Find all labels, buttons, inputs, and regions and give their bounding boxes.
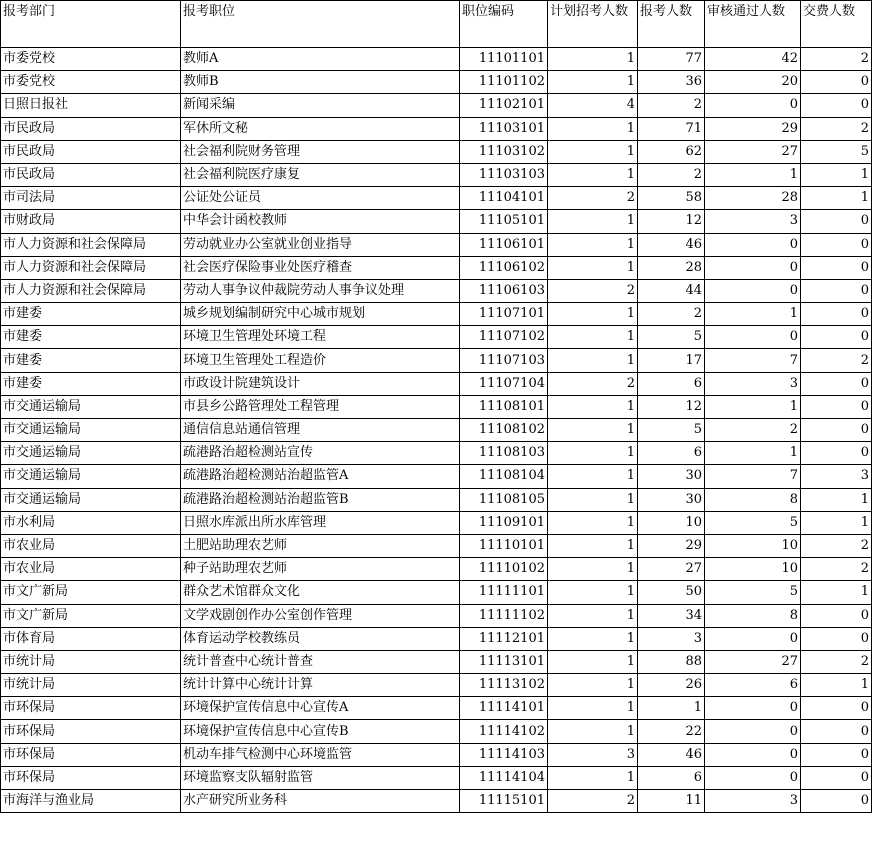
cell-position-code: 11111102 — [460, 604, 548, 627]
cell-planned-hires: 1 — [548, 233, 638, 256]
cell-department: 市环保局 — [1, 766, 181, 789]
cell-position-code: 11109101 — [460, 511, 548, 534]
cell-position-code: 11108105 — [460, 488, 548, 511]
header-row — [1, 1, 872, 48]
cell-position: 市政设计院建筑设计 — [181, 372, 460, 395]
cell-position-code: 11112101 — [460, 627, 548, 650]
cell-position: 群众艺术馆群众文化 — [181, 581, 460, 604]
cell-planned-hires: 1 — [548, 604, 638, 627]
cell-paid: 0 — [801, 372, 872, 395]
cell-position-code: 11114104 — [460, 766, 548, 789]
table-row — [1, 743, 872, 766]
cell-applicants: 2 — [638, 303, 705, 326]
cell-department: 市建委 — [1, 372, 181, 395]
cell-department: 市建委 — [1, 349, 181, 372]
cell-position: 社会医疗保险事业处医疗稽查 — [181, 256, 460, 279]
cell-department: 市交通运输局 — [1, 488, 181, 511]
cell-applicants: 30 — [638, 488, 705, 511]
cell-position-code: 11108102 — [460, 419, 548, 442]
cell-position-code: 11107103 — [460, 349, 548, 372]
cell-paid: 0 — [801, 419, 872, 442]
cell-position: 疏港路治超检测站宣传 — [181, 442, 460, 465]
cell-position-code: 11108101 — [460, 395, 548, 418]
table-row — [1, 465, 872, 488]
table-row — [1, 71, 872, 94]
cell-planned-hires: 1 — [548, 650, 638, 673]
cell-position: 教师A — [181, 48, 460, 71]
cell-position: 教师B — [181, 71, 460, 94]
cell-applicants: 36 — [638, 71, 705, 94]
cell-planned-hires: 1 — [548, 349, 638, 372]
cell-position-code: 11113102 — [460, 674, 548, 697]
cell-position-code: 11107101 — [460, 303, 548, 326]
cell-planned-hires: 1 — [548, 697, 638, 720]
cell-approved: 0 — [705, 256, 801, 279]
cell-paid: 2 — [801, 534, 872, 557]
cell-applicants: 12 — [638, 210, 705, 233]
table-row — [1, 766, 872, 789]
cell-department: 市交通运输局 — [1, 442, 181, 465]
cell-planned-hires: 4 — [548, 94, 638, 117]
cell-department: 市民政局 — [1, 163, 181, 186]
cell-planned-hires: 1 — [548, 558, 638, 581]
cell-department: 市文广新局 — [1, 604, 181, 627]
table-row — [1, 94, 872, 117]
cell-planned-hires: 1 — [548, 71, 638, 94]
cell-applicants: 30 — [638, 465, 705, 488]
header-paid: 交费人数 — [801, 1, 872, 48]
cell-applicants: 71 — [638, 117, 705, 140]
cell-planned-hires: 1 — [548, 442, 638, 465]
cell-applicants: 5 — [638, 419, 705, 442]
header-department: 报考部门 — [1, 1, 181, 48]
cell-department: 市体育局 — [1, 627, 181, 650]
table-row — [1, 256, 872, 279]
cell-paid: 0 — [801, 720, 872, 743]
cell-planned-hires: 1 — [548, 326, 638, 349]
cell-approved: 10 — [705, 558, 801, 581]
table-row — [1, 419, 872, 442]
cell-department: 市建委 — [1, 303, 181, 326]
cell-department: 市民政局 — [1, 117, 181, 140]
cell-applicants: 29 — [638, 534, 705, 557]
cell-applicants: 5 — [638, 326, 705, 349]
cell-department: 市农业局 — [1, 558, 181, 581]
cell-position-code: 11114101 — [460, 697, 548, 720]
cell-approved: 5 — [705, 581, 801, 604]
cell-paid: 0 — [801, 303, 872, 326]
cell-position: 机动车排气检测中心环境监管 — [181, 743, 460, 766]
cell-paid: 0 — [801, 442, 872, 465]
cell-approved: 1 — [705, 395, 801, 418]
cell-paid: 1 — [801, 511, 872, 534]
cell-approved: 0 — [705, 697, 801, 720]
cell-department: 市农业局 — [1, 534, 181, 557]
cell-position-code: 11102101 — [460, 94, 548, 117]
cell-applicants: 22 — [638, 720, 705, 743]
cell-paid: 2 — [801, 558, 872, 581]
cell-applicants: 46 — [638, 233, 705, 256]
cell-position: 新闻采编 — [181, 94, 460, 117]
cell-position: 社会福利院医疗康复 — [181, 163, 460, 186]
cell-applicants: 44 — [638, 279, 705, 302]
table-row — [1, 697, 872, 720]
cell-position-code: 11110102 — [460, 558, 548, 581]
cell-planned-hires: 1 — [548, 488, 638, 511]
table-row — [1, 581, 872, 604]
cell-paid: 2 — [801, 650, 872, 673]
cell-applicants: 6 — [638, 372, 705, 395]
cell-approved: 42 — [705, 48, 801, 71]
cell-approved: 6 — [705, 674, 801, 697]
cell-position: 环境保护宣传信息中心宣传B — [181, 720, 460, 743]
cell-paid: 1 — [801, 674, 872, 697]
table-row — [1, 534, 872, 557]
cell-paid: 1 — [801, 581, 872, 604]
cell-department: 市人力资源和社会保障局 — [1, 233, 181, 256]
cell-position: 军休所文秘 — [181, 117, 460, 140]
cell-paid: 0 — [801, 233, 872, 256]
cell-paid: 0 — [801, 743, 872, 766]
cell-position-code: 11110101 — [460, 534, 548, 557]
table-row — [1, 372, 872, 395]
cell-position-code: 11107104 — [460, 372, 548, 395]
cell-approved: 28 — [705, 187, 801, 210]
header-approved: 审核通过人数 — [705, 1, 801, 48]
cell-paid: 0 — [801, 326, 872, 349]
table-row — [1, 442, 872, 465]
cell-position-code: 11106103 — [460, 279, 548, 302]
cell-position: 统计普查中心统计普查 — [181, 650, 460, 673]
cell-position-code: 11111101 — [460, 581, 548, 604]
cell-position: 文学戏剧创作办公室创作管理 — [181, 604, 460, 627]
cell-approved: 3 — [705, 790, 801, 813]
cell-paid: 3 — [801, 465, 872, 488]
cell-department: 市委党校 — [1, 71, 181, 94]
cell-department: 市文广新局 — [1, 581, 181, 604]
cell-applicants: 10 — [638, 511, 705, 534]
cell-position: 城乡规划编制研究中心城市规划 — [181, 303, 460, 326]
cell-department: 市交通运输局 — [1, 465, 181, 488]
table-row — [1, 604, 872, 627]
cell-planned-hires: 1 — [548, 48, 638, 71]
cell-paid: 0 — [801, 71, 872, 94]
cell-position: 疏港路治超检测站治超监管B — [181, 488, 460, 511]
cell-position: 土肥站助理农艺师 — [181, 534, 460, 557]
cell-approved: 5 — [705, 511, 801, 534]
table-row — [1, 349, 872, 372]
cell-position-code: 11107102 — [460, 326, 548, 349]
cell-department: 市水利局 — [1, 511, 181, 534]
cell-position: 疏港路治超检测站治超监管A — [181, 465, 460, 488]
cell-approved: 1 — [705, 303, 801, 326]
table-body — [1, 48, 872, 813]
cell-applicants: 62 — [638, 140, 705, 163]
cell-planned-hires: 2 — [548, 790, 638, 813]
cell-applicants: 1 — [638, 697, 705, 720]
cell-applicants: 6 — [638, 766, 705, 789]
cell-position-code: 11115101 — [460, 790, 548, 813]
cell-planned-hires: 1 — [548, 117, 638, 140]
cell-applicants: 2 — [638, 94, 705, 117]
cell-department: 市交通运输局 — [1, 419, 181, 442]
table-row — [1, 558, 872, 581]
cell-position: 环境卫生管理处工程造价 — [181, 349, 460, 372]
cell-paid: 1 — [801, 163, 872, 186]
table-row — [1, 163, 872, 186]
cell-position: 环境监察支队辐射监管 — [181, 766, 460, 789]
cell-approved: 0 — [705, 720, 801, 743]
table-row — [1, 395, 872, 418]
cell-applicants: 28 — [638, 256, 705, 279]
cell-department: 市委党校 — [1, 48, 181, 71]
cell-applicants: 2 — [638, 163, 705, 186]
cell-paid: 0 — [801, 697, 872, 720]
cell-approved: 0 — [705, 94, 801, 117]
cell-approved: 7 — [705, 465, 801, 488]
table-row — [1, 303, 872, 326]
table-row — [1, 650, 872, 673]
cell-planned-hires: 1 — [548, 419, 638, 442]
table-row — [1, 140, 872, 163]
header-applicants: 报考人数 — [638, 1, 705, 48]
cell-planned-hires: 1 — [548, 303, 638, 326]
cell-planned-hires: 1 — [548, 720, 638, 743]
cell-approved: 0 — [705, 233, 801, 256]
table-row — [1, 326, 872, 349]
cell-position: 社会福利院财务管理 — [181, 140, 460, 163]
cell-position: 公证处公证员 — [181, 187, 460, 210]
cell-planned-hires: 1 — [548, 674, 638, 697]
cell-approved: 8 — [705, 604, 801, 627]
cell-paid: 2 — [801, 349, 872, 372]
cell-position-code: 11114103 — [460, 743, 548, 766]
table-row — [1, 48, 872, 71]
cell-planned-hires: 1 — [548, 210, 638, 233]
cell-paid: 0 — [801, 604, 872, 627]
cell-paid: 1 — [801, 187, 872, 210]
cell-applicants: 77 — [638, 48, 705, 71]
cell-planned-hires: 1 — [548, 395, 638, 418]
cell-department: 市海洋与渔业局 — [1, 790, 181, 813]
cell-applicants: 88 — [638, 650, 705, 673]
table-row — [1, 790, 872, 813]
cell-position: 环境保护宣传信息中心宣传A — [181, 697, 460, 720]
cell-planned-hires: 1 — [548, 581, 638, 604]
cell-paid: 0 — [801, 766, 872, 789]
cell-approved: 2 — [705, 419, 801, 442]
cell-approved: 20 — [705, 71, 801, 94]
cell-applicants: 17 — [638, 349, 705, 372]
cell-approved: 10 — [705, 534, 801, 557]
cell-department: 市司法局 — [1, 187, 181, 210]
cell-planned-hires: 2 — [548, 279, 638, 302]
cell-approved: 0 — [705, 279, 801, 302]
cell-approved: 27 — [705, 140, 801, 163]
cell-position: 日照水库派出所水库管理 — [181, 511, 460, 534]
cell-department: 市建委 — [1, 326, 181, 349]
cell-department: 市财政局 — [1, 210, 181, 233]
header-planned-hires: 计划招考人数 — [548, 1, 638, 48]
cell-position-code: 11105101 — [460, 210, 548, 233]
cell-planned-hires: 1 — [548, 511, 638, 534]
cell-approved: 7 — [705, 349, 801, 372]
cell-paid: 0 — [801, 256, 872, 279]
cell-applicants: 46 — [638, 743, 705, 766]
cell-applicants: 50 — [638, 581, 705, 604]
table-row — [1, 117, 872, 140]
table-row — [1, 187, 872, 210]
cell-position-code: 11103102 — [460, 140, 548, 163]
cell-position: 水产研究所业务科 — [181, 790, 460, 813]
cell-approved: 29 — [705, 117, 801, 140]
cell-paid: 2 — [801, 117, 872, 140]
header-position: 报考职位 — [181, 1, 460, 48]
cell-position-code: 11108104 — [460, 465, 548, 488]
cell-approved: 0 — [705, 326, 801, 349]
table-row — [1, 488, 872, 511]
cell-paid: 0 — [801, 94, 872, 117]
cell-position: 种子站助理农艺师 — [181, 558, 460, 581]
table-row — [1, 279, 872, 302]
cell-paid: 0 — [801, 210, 872, 233]
cell-position: 市县乡公路管理处工程管理 — [181, 395, 460, 418]
table-row — [1, 627, 872, 650]
cell-applicants: 34 — [638, 604, 705, 627]
cell-approved: 0 — [705, 627, 801, 650]
cell-applicants: 26 — [638, 674, 705, 697]
cell-department: 日照日报社 — [1, 94, 181, 117]
cell-approved: 1 — [705, 163, 801, 186]
cell-planned-hires: 1 — [548, 256, 638, 279]
cell-department: 市统计局 — [1, 650, 181, 673]
cell-applicants: 58 — [638, 187, 705, 210]
cell-planned-hires: 3 — [548, 743, 638, 766]
cell-department: 市交通运输局 — [1, 395, 181, 418]
cell-paid: 2 — [801, 48, 872, 71]
cell-position: 通信信息站通信管理 — [181, 419, 460, 442]
cell-approved: 3 — [705, 210, 801, 233]
cell-position: 劳动人事争议仲裁院劳动人事争议处理 — [181, 279, 460, 302]
cell-position-code: 11106102 — [460, 256, 548, 279]
cell-planned-hires: 1 — [548, 534, 638, 557]
cell-approved: 1 — [705, 442, 801, 465]
cell-applicants: 12 — [638, 395, 705, 418]
cell-applicants: 27 — [638, 558, 705, 581]
cell-approved: 8 — [705, 488, 801, 511]
cell-position: 中华会计函校教师 — [181, 210, 460, 233]
cell-position: 统计计算中心统计计算 — [181, 674, 460, 697]
cell-paid: 1 — [801, 488, 872, 511]
cell-planned-hires: 1 — [548, 766, 638, 789]
cell-applicants: 6 — [638, 442, 705, 465]
table-row — [1, 674, 872, 697]
cell-approved: 27 — [705, 650, 801, 673]
cell-planned-hires: 2 — [548, 372, 638, 395]
cell-approved: 3 — [705, 372, 801, 395]
cell-position-code: 11104101 — [460, 187, 548, 210]
cell-planned-hires: 1 — [548, 163, 638, 186]
cell-planned-hires: 1 — [548, 140, 638, 163]
table-row — [1, 210, 872, 233]
table-row — [1, 233, 872, 256]
cell-position-code: 11108103 — [460, 442, 548, 465]
cell-position: 劳动就业办公室就业创业指导 — [181, 233, 460, 256]
cell-position: 环境卫生管理处环境工程 — [181, 326, 460, 349]
cell-position-code: 11114102 — [460, 720, 548, 743]
cell-position-code: 11103103 — [460, 163, 548, 186]
cell-department: 市环保局 — [1, 720, 181, 743]
table-row — [1, 511, 872, 534]
cell-department: 市环保局 — [1, 697, 181, 720]
cell-position-code: 11113101 — [460, 650, 548, 673]
cell-approved: 0 — [705, 766, 801, 789]
header-position-code: 职位编码 — [460, 1, 548, 48]
cell-position: 体育运动学校教练员 — [181, 627, 460, 650]
cell-paid: 0 — [801, 627, 872, 650]
cell-planned-hires: 2 — [548, 187, 638, 210]
cell-department: 市环保局 — [1, 743, 181, 766]
cell-paid: 5 — [801, 140, 872, 163]
cell-position-code: 11106101 — [460, 233, 548, 256]
cell-department: 市人力资源和社会保障局 — [1, 279, 181, 302]
cell-paid: 0 — [801, 395, 872, 418]
cell-approved: 0 — [705, 743, 801, 766]
table-row — [1, 720, 872, 743]
cell-department: 市民政局 — [1, 140, 181, 163]
cell-applicants: 11 — [638, 790, 705, 813]
cell-position-code: 11101101 — [460, 48, 548, 71]
cell-paid: 0 — [801, 279, 872, 302]
cell-planned-hires: 1 — [548, 465, 638, 488]
cell-position-code: 11103101 — [460, 117, 548, 140]
cell-applicants: 3 — [638, 627, 705, 650]
cell-department: 市人力资源和社会保障局 — [1, 256, 181, 279]
cell-paid: 0 — [801, 790, 872, 813]
cell-department: 市统计局 — [1, 674, 181, 697]
cell-planned-hires: 1 — [548, 627, 638, 650]
cell-position-code: 11101102 — [460, 71, 548, 94]
